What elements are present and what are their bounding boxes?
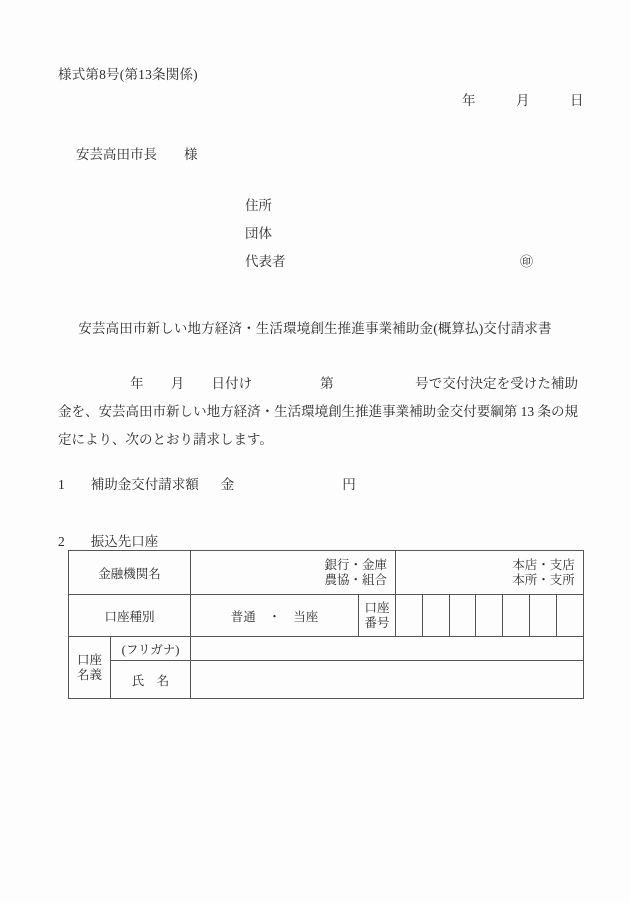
cell-account-number-label: 口座 番号 — [359, 595, 396, 637]
cell-furigana-label: (フリガナ) — [111, 637, 191, 661]
branch-type-options: 本店・支店 本所・支所 — [512, 557, 575, 587]
body-paragraph — [58, 370, 578, 454]
institution-type-options: 銀行・金庫 農協・組合 — [324, 557, 388, 587]
account-number-digit-5[interactable] — [503, 595, 530, 637]
table-row-furigana — [69, 637, 584, 661]
sender-row-organization — [245, 220, 286, 248]
cell-account-holder-label: 口座 名義 — [69, 637, 111, 699]
bank-account-table — [68, 550, 584, 699]
item-2-label: 振込先口座 — [90, 534, 159, 549]
cell-branch-value[interactable] — [396, 551, 584, 595]
item-1-currency-suffix: 円 — [342, 477, 356, 492]
date-line: 年 月 日 — [462, 93, 584, 108]
body-paragraph-text: 年 月 日付け 第 号で交付決定を受けた補助金を、安芸高田市新しい地方経済・生活環境創生推進事業補助金交付要綱第 13 条の規定により、次のとおり請求します。 — [58, 376, 578, 447]
table-row-institution — [69, 551, 584, 595]
account-number-digit-4[interactable] — [476, 595, 503, 637]
account-number-digit-3[interactable] — [449, 595, 476, 637]
account-number-digit-6[interactable] — [530, 595, 557, 637]
cell-name-label: 氏 名 — [111, 661, 191, 699]
addressee: 安芸高田市長 様 — [76, 147, 198, 162]
item-1-number: 1 — [58, 477, 65, 492]
cell-institution-label: 金融機関名 — [69, 551, 191, 595]
item-1-currency-prefix: 金 — [220, 477, 235, 492]
item-1-row — [58, 473, 356, 493]
account-number-digit-7[interactable] — [556, 595, 583, 637]
sender-block — [245, 192, 534, 276]
account-number-digit-2[interactable] — [422, 595, 449, 637]
item-2-row — [58, 530, 158, 550]
cell-account-type-label: 口座種別 — [69, 595, 191, 637]
item-1-label: 補助金交付請求額 — [90, 477, 199, 492]
cell-institution-value[interactable] — [191, 551, 396, 595]
sender-row-representative — [245, 248, 534, 276]
cell-furigana-value[interactable] — [191, 637, 584, 661]
table-row-name — [69, 661, 584, 699]
account-number-digit-1[interactable] — [396, 595, 423, 637]
sender-label-representative: 代表者 — [245, 254, 286, 269]
seal-icon: ㊞ — [520, 254, 534, 269]
sender-row-address — [245, 192, 286, 220]
form-number: 様式第8号(第13条関係) — [58, 67, 198, 82]
sender-label-address: 住所 — [245, 198, 272, 213]
sender-label-organization: 団体 — [245, 226, 272, 241]
cell-name-value[interactable] — [191, 661, 584, 699]
page-title: 安芸高田市新しい地方経済・生活環境創生推進事業補助金(概算払)交付請求書 — [78, 321, 552, 336]
cell-account-type-options[interactable]: 普通 ・ 当座 — [191, 595, 359, 637]
table-row-account-type — [69, 595, 584, 637]
item-2-number: 2 — [58, 534, 65, 549]
